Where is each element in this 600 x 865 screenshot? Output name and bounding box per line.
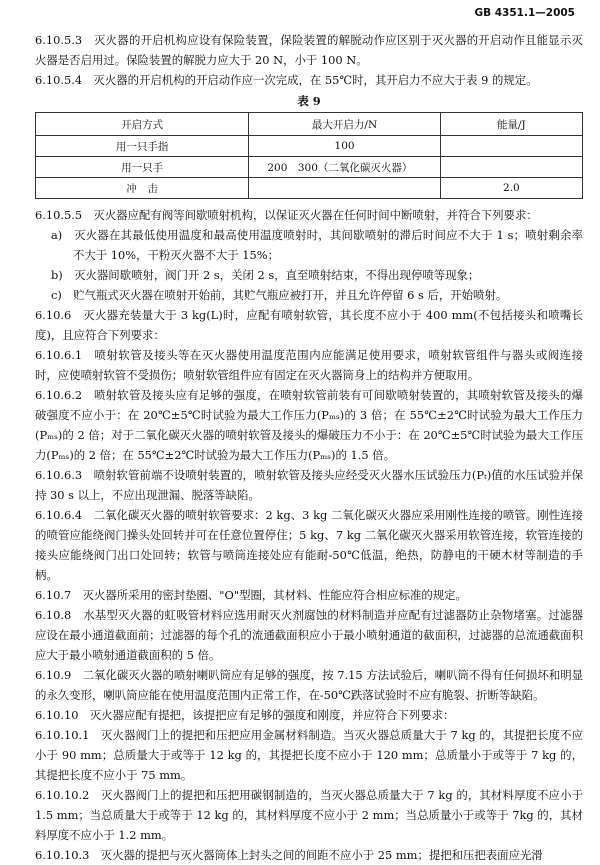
table-header-row — [36, 113, 583, 136]
table-cell: 100 — [249, 136, 440, 157]
clause-6-10-10-3: 6.10.10.3 灭火器的提把与灭火器筒体上封头之间的间距不应小于 25 mm；提把和压把表面应光滑 — [35, 848, 543, 862]
clause-6-10-6: 6.10.6 灭火器充装量大于 3 kg(L)时，应配有喷射软管，其长度不应小于 400 mm(不包括接头和喷嘴长度)，且应符合下列要求： — [35, 308, 583, 342]
list-item-c: c) 贮气瓶式灭火器在喷射开始前，其贮气瓶应被打开，并且允许停留 6 s 后，开始喷射。 — [51, 288, 508, 302]
table-cell: 用一只手指 — [36, 136, 249, 157]
table-header: 开启方式 — [36, 113, 249, 136]
clause-6-10-8: 6.10.8 水基型灭火器的虹吸管材料应选用耐灭火剂腐蚀的材料制造并应配有过滤器防止杂物堵塞。过滤器应设在最小通道截面前；过滤器的每个孔的流通截面积应小于最小喷射通道的截面积，过滤器的总流通截面积应大于最小喷射通道截面积的 5 倍。 — [35, 608, 583, 662]
table-cell — [440, 136, 582, 157]
table-title: 表 9 — [297, 94, 321, 108]
clause-6-10-5-5: 6.10.5.5 灭火器应配有阀等间歇喷射机构，以保证灭火器在任何时间中断喷射，并符合下列要求： — [35, 208, 538, 222]
table-header: 最大开启力/N — [249, 113, 440, 136]
page-header: GB 4351.1—2005 — [474, 7, 575, 19]
clause-6-10-5-3: 6.10.5.3 灭火器的开启机构应设有保险装置，保险装置的解脱动作应区别于灭火器的开启动作且能显示灭火器是否启用过。保险装置的解脱力应大于 20 N，小于 100 N。 — [35, 33, 583, 67]
table-cell: 冲 击 — [36, 178, 249, 199]
table-cell: 2.0 — [440, 178, 582, 199]
clause-6-10-6-3: 6.10.6.3 喷射软管前端不设喷射装置的，喷射软管及接头应经受灭火器水压试验压力(Pₜ)值的水压试验并保持 30 s 以上，不应出现泄漏、脱落等缺陷。 — [35, 468, 583, 502]
clause-6-10-10-1: 6.10.10.1 灭火器阀门上的提把和压把应用金属材料制造。当灭火器总质量大于 7 kg 的，其提把长度不应小于 90 mm；总质量大于或等于 12 kg 的，其提把长度不应小于 120 mm；总质量小于或等于 7 kg 的，其提把长度不应小于 75 mm。 — [35, 728, 583, 782]
table-9 — [35, 112, 583, 199]
clause-6-10-6-2: 6.10.6.2 喷射软管及接头应有足够的强度，在喷射软管前装有可间歇喷射装置的，其喷射软管及接头的爆破强度不应小于：在 20℃±5℃时试验为最大工作压力(Pₘₛ)的 3 倍；在 55℃±2℃时试验为最大工作压力(Pₘₛ)的 2 倍；对于二氧化碳灭火器的喷射软管及接头的爆破压力不小于：在 20℃±5℃时试验为最大工作压力(Pₘₛ)的 2 倍；在 55℃±2℃时试验为最大工作压力(Pₘₛ)的 1.5 倍。 — [35, 388, 583, 462]
clause-6-10-10: 6.10.10 灭火器应配有提把，该提把应有足够的强度和刚度，并应符合下列要求： — [35, 708, 455, 722]
table-row — [36, 157, 583, 178]
clause-6-10-9: 6.10.9 二氧化碳灭火器的喷射喇叭筒应有足够的强度，按 7.15 方法试验后，喇叭筒不得有任何损坏和明显的永久变形，喇叭筒应能在使用温度范围内正常工作，在-50℃跌落试验时不应有脆裂、折断等缺陷。 — [35, 668, 583, 702]
table-cell — [440, 157, 582, 178]
table-cell — [249, 178, 440, 199]
clause-6-10-7: 6.10.7 灭火器所采用的密封垫圈、"O"型圈，其材料、性能应符合相应标准的规定。 — [35, 588, 467, 602]
list-item-b: b) 灭火器间歇喷射，阀门开 2 s，关闭 2 s，直至喷射结束，不得出现停喷等现象； — [51, 268, 480, 282]
document-body — [35, 30, 583, 865]
clause-6-10-10-2: 6.10.10.2 灭火器阀门上的提把和压把用碳钢制造的，当灭火器总质量大于 7 kg 的，其材料厚度不应小于 1.5 mm；当总质量大于或等于 12 kg 的，其材料厚度不应小于 2 mm；当总质量小于或等于 7kg 的，其材料厚度不应小于 1.2 mm。 — [35, 788, 583, 842]
table-cell: 用一只手 — [36, 157, 249, 178]
table-header: 能量/J — [440, 113, 582, 136]
table-row — [36, 136, 583, 157]
table-row — [36, 178, 583, 199]
clause-6-10-6-4: 6.10.6.4 二氧化碳灭火器的喷射软管要求：2 kg、3 kg 二氧化碳灭火器应采用刚性连接的喷管。刚性连接的喷管应能绕阀门操头处回转并可在任意位置停住；5 kg、7 kg 二氧化碳灭火器采用软管连接，软管连接的接头应能绕阀门出口处回转；软管与喷筒连接处应有能耐-50℃低温，绝热，防静电的干硬木材等制造的手柄。 — [35, 508, 583, 582]
table-cell: 200 300（二氧化碳灭火器） — [249, 157, 440, 178]
clause-6-10-6-1: 6.10.6.1 喷射软管及接头等在灭火器使用温度范围内应能满足使用要求，喷射软管组件与器头或阀连接时，应使喷射软管不受损伤；喷射软管组件应有固定在灭火器筒身上的结构并方便取用。 — [35, 348, 583, 382]
list-item-a: a) 灭火器在其最低使用温度和最高使用温度喷射时，其间歇喷射的滞后时间应不大于 1 s；喷射剩余率不大于 10%，干粉灭火器不大于 15%； — [51, 228, 583, 262]
clause-6-10-5-4: 6.10.5.4 灭火器的开启机构的开启动作应一次完成，在 55℃时，其开启力不应大于表 9 的规定。 — [35, 73, 538, 87]
